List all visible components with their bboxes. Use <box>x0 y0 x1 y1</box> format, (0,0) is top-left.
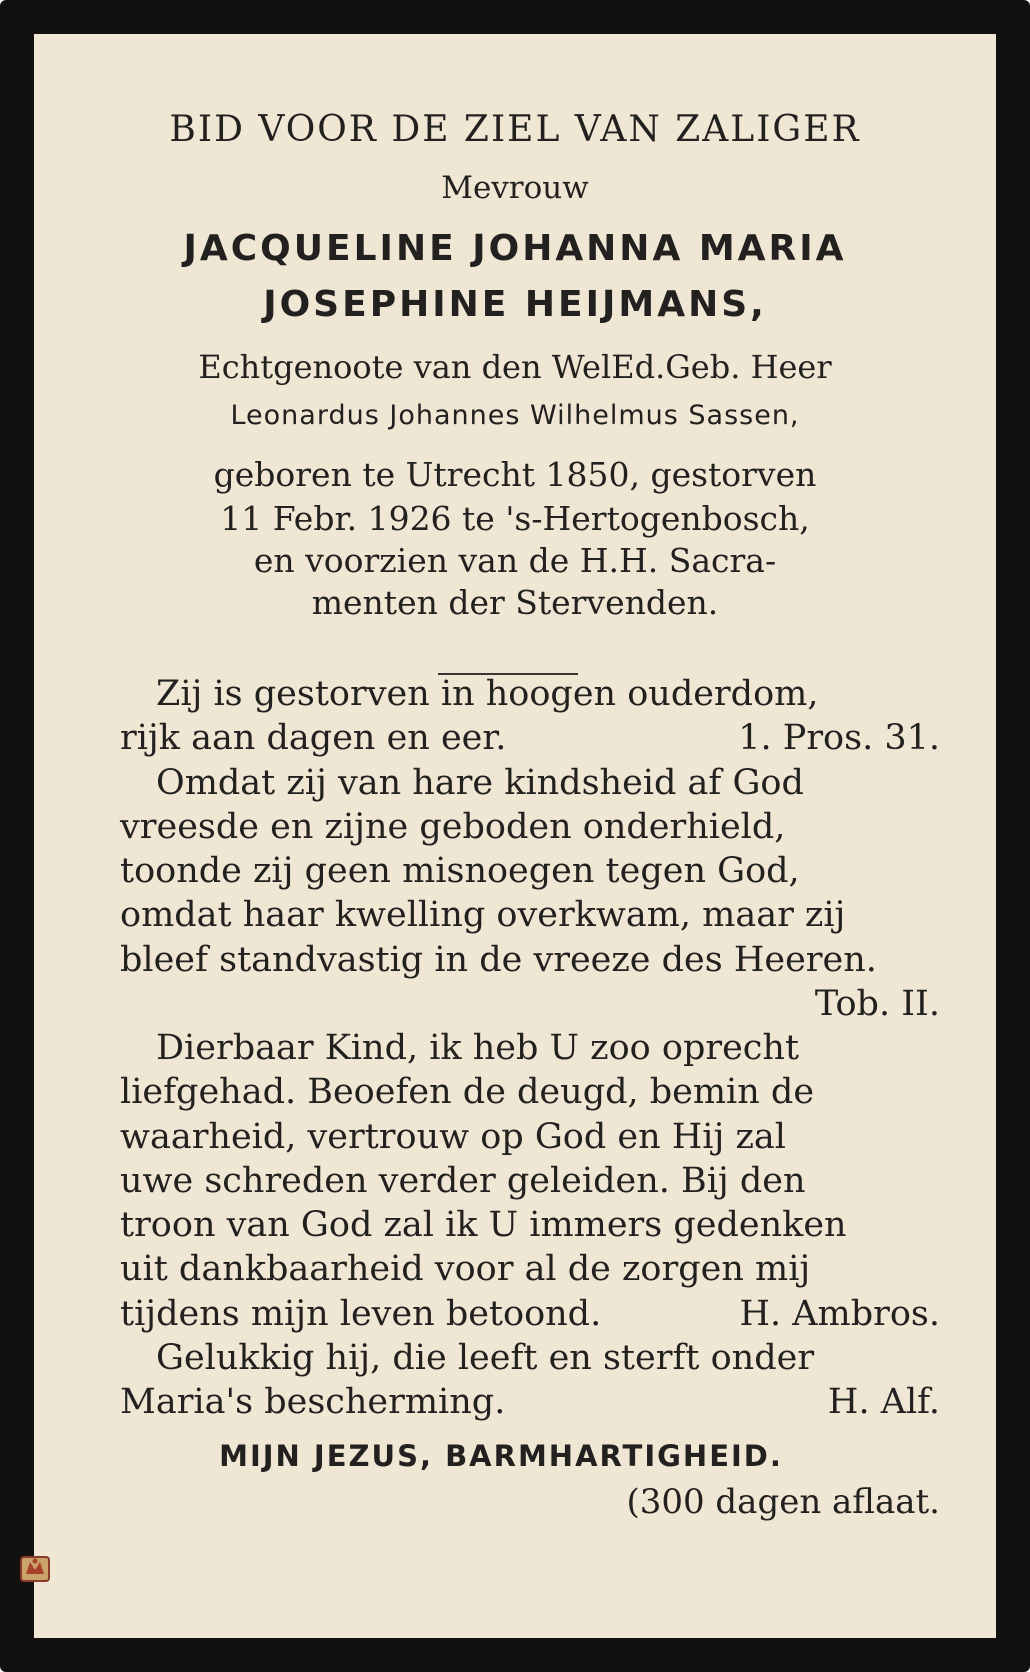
verse-text: Zij is gestorven in hoogen ouderdom, <box>156 674 819 714</box>
verse-text: rijk aan dagen en eer. <box>120 718 507 758</box>
verse-line <box>120 849 940 893</box>
indulgence-note: (300 dagen aflaat. <box>626 1482 940 1522</box>
verse-line <box>120 805 940 849</box>
verse-line <box>156 1026 940 1070</box>
verse-text: toonde zij geen misnoegen tegen God, <box>120 851 800 891</box>
verse-text: Omdat zij van hare kindsheid af God <box>156 763 804 803</box>
card-paper <box>34 34 996 1638</box>
sacraments-line1: en voorzien van de H.H. Sacra- <box>253 541 777 580</box>
archive-seal-icon <box>18 1552 52 1586</box>
verse-line <box>120 1115 940 1159</box>
sacraments-line2: menten der Stervenden. <box>311 583 719 622</box>
verse-text: vreesde en zijne geboden onderhield, <box>120 807 786 847</box>
spouse-line1: Echtgenoote van den WelEd.Geb. Heer <box>198 348 832 386</box>
verse-text: Gelukkig hij, die leeft en sterft onder <box>156 1338 815 1378</box>
verse-text: omdat haar kwelling overkwam, maar zij <box>120 895 846 935</box>
deceased-name-line1: JACQUELINE JOHANNA MARIA <box>183 228 847 269</box>
verse-line <box>120 1380 940 1424</box>
birth-death-line1: geboren te Utrecht 1850, gestorven <box>213 455 817 494</box>
verse-text: uit dankbaarheid voor al de zorgen mij <box>120 1249 811 1289</box>
verse-text: Dierbaar Kind, ik heb U zoo oprecht <box>156 1028 800 1068</box>
verse-line <box>120 893 940 937</box>
birth-death-line2: 11 Febr. 1926 te 's-Hertogenbosch, <box>220 499 810 538</box>
verse-line <box>120 938 940 982</box>
verse-text: troon van God zal ik U immers gedenken <box>120 1205 847 1245</box>
verse-line <box>120 1247 940 1291</box>
verse-citation: Tob. II. <box>814 984 940 1024</box>
honorific: Mevrouw <box>441 170 589 206</box>
verse-text: bleef standvastig in de vreeze des Heeren. <box>120 940 877 980</box>
verse-citation: H. Ambros. <box>739 1294 940 1334</box>
closing-prayer: MIJN JEZUS, BARMHARTIGHEID. <box>219 1439 783 1473</box>
spouse-name: Leonardus Johannes Wilhelmus Sassen, <box>230 400 800 431</box>
verse-line <box>156 1336 940 1380</box>
verse-text: uwe schreden verder geleiden. Bij den <box>120 1161 806 1201</box>
verse-line <box>120 1203 940 1247</box>
verse-text: liefgehad. Beoefen de deugd, bemin de <box>120 1072 815 1112</box>
verse-citation: 1. Pros. 31. <box>738 718 940 758</box>
verse-text: Maria's bescherming. <box>120 1382 506 1422</box>
verse-citation: H. Alf. <box>827 1382 940 1422</box>
verse-line <box>120 1292 940 1336</box>
verse-text: waarheid, vertrouw op God en Hij zal <box>120 1117 786 1157</box>
deceased-name-line2: JOSEPHINE HEIJMANS, <box>263 284 767 325</box>
prayer-heading: BID VOOR DE ZIEL VAN ZALIGER <box>169 109 861 150</box>
verse-text: tijdens mijn leven betoond. <box>120 1294 602 1334</box>
verse-line <box>120 1159 940 1203</box>
verse-line <box>156 672 940 716</box>
verse-line <box>120 716 940 760</box>
verse-line <box>120 1070 940 1114</box>
verse-line <box>156 761 940 805</box>
